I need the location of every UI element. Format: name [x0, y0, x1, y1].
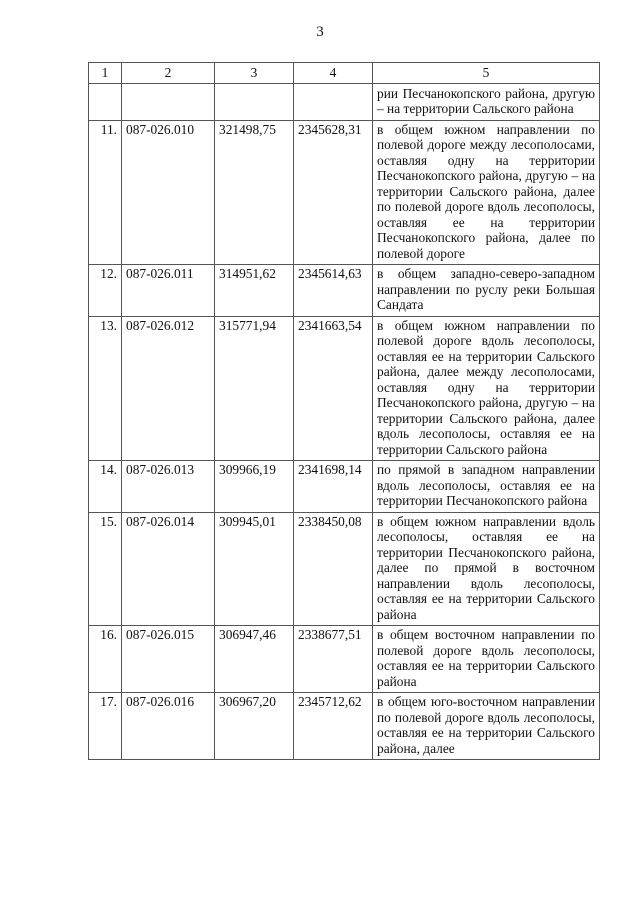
point-number-cell: 16. — [89, 626, 122, 693]
point-number-cell: 11. — [89, 120, 122, 265]
page-number: 3 — [316, 24, 324, 40]
x-coordinate-cell: 321498,75 — [215, 120, 294, 265]
table-row — [89, 120, 600, 265]
point-code-cell — [122, 83, 215, 120]
point-number-cell — [89, 83, 122, 120]
x-coordinate-cell: 315771,94 — [215, 316, 294, 461]
column-header: 3 — [215, 63, 294, 84]
boundary-description-cell: в общем западно-северо-западном направлении по руслу реки Большая Сандата — [373, 265, 600, 317]
boundary-description-cell: по прямой в западном направлении вдоль лесополосы, оставляя ее на территории Песчанокопского района — [373, 461, 600, 513]
table-row — [89, 316, 600, 461]
x-coordinate-cell — [215, 83, 294, 120]
boundary-description-cell: в общем восточном направлении по полевой дороге вдоль лесополосы, оставляя ее на территории Сальского района — [373, 626, 600, 693]
boundary-description-cell: в общем южном направлении по полевой дороге между лесополосами, оставляя одну на территории Песчанокопского района, другую – на территории Сальского района, далее по полевой дороге вдоль лесополосы, оставляя ее на территории Песчанокопского района, далее по полевой дороге — [373, 120, 600, 265]
y-coordinate-cell: 2338677,51 — [294, 626, 373, 693]
point-number-cell: 12. — [89, 265, 122, 317]
boundary-description-cell: в общем южном направлении по полевой дороге вдоль лесополосы, оставляя ее на территории Сальского района, далее между лесополосами, оставляя одну на территории Песчанокопского района, другую – на территории Сальского района, далее вдоль лесополосы, оставляя ее на территории Сальского района — [373, 316, 600, 461]
x-coordinate-cell: 309945,01 — [215, 512, 294, 626]
y-coordinate-cell: 2338450,08 — [294, 512, 373, 626]
table-row — [89, 265, 600, 317]
y-coordinate-cell: 2341698,14 — [294, 461, 373, 513]
table-row — [89, 626, 600, 693]
point-number-cell: 17. — [89, 693, 122, 760]
point-number-cell: 15. — [89, 512, 122, 626]
x-coordinate-cell: 306947,46 — [215, 626, 294, 693]
point-code-cell: 087-026.016 — [122, 693, 215, 760]
column-header: 4 — [294, 63, 373, 84]
column-header: 2 — [122, 63, 215, 84]
x-coordinate-cell: 309966,19 — [215, 461, 294, 513]
table-header-row — [89, 63, 600, 84]
point-number-cell: 14. — [89, 461, 122, 513]
y-coordinate-cell — [294, 83, 373, 120]
table-row — [89, 83, 600, 120]
y-coordinate-cell: 2345614,63 — [294, 265, 373, 317]
column-header: 1 — [89, 63, 122, 84]
y-coordinate-cell: 2341663,54 — [294, 316, 373, 461]
point-code-cell: 087-026.014 — [122, 512, 215, 626]
boundary-description-cell: в общем юго-восточном направлении по полевой дороге вдоль лесополосы, оставляя ее на территории Сальского района, далее — [373, 693, 600, 760]
table-row — [89, 693, 600, 760]
x-coordinate-cell: 314951,62 — [215, 265, 294, 317]
column-header: 5 — [373, 63, 600, 84]
point-code-cell: 087-026.011 — [122, 265, 215, 317]
y-coordinate-cell: 2345628,31 — [294, 120, 373, 265]
table-row — [89, 461, 600, 513]
boundary-description-cell: рии Песчанокопского района, другую – на территории Сальского района — [373, 83, 600, 120]
y-coordinate-cell: 2345712,62 — [294, 693, 373, 760]
x-coordinate-cell: 306967,20 — [215, 693, 294, 760]
point-code-cell: 087-026.010 — [122, 120, 215, 265]
point-code-cell: 087-026.015 — [122, 626, 215, 693]
table-row — [89, 512, 600, 626]
point-code-cell: 087-026.012 — [122, 316, 215, 461]
boundary-description-cell: в общем южном направлении вдоль лесополосы, оставляя ее на территории Песчанокопского района, далее по прямой в восточном направлении вдоль лесополосы, оставляя ее на территории Сальского района — [373, 512, 600, 626]
point-number-cell: 13. — [89, 316, 122, 461]
boundary-table — [88, 62, 600, 760]
point-code-cell: 087-026.013 — [122, 461, 215, 513]
